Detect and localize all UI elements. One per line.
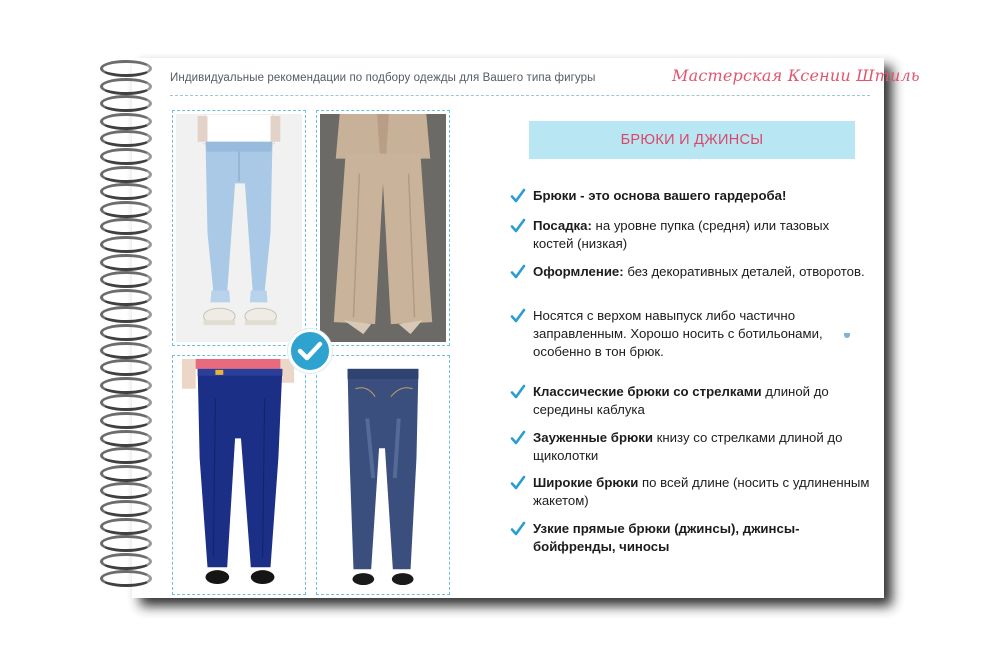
binding-ring — [100, 359, 152, 376]
binding-ring — [100, 342, 152, 359]
recommendation-rest-text: на уровне пупка (средня) или тазовых костей (низкая) — [533, 218, 830, 251]
binding-ring — [100, 289, 152, 306]
header-subtitle: Индивидуальные рекомендации по подбору одежды для Вашего типа фигуры — [170, 72, 596, 84]
binding-ring — [100, 306, 152, 323]
binding-ring — [100, 430, 152, 447]
checkmark-icon — [510, 263, 533, 285]
recommendation-text — [533, 187, 786, 209]
header-divider — [170, 95, 870, 96]
binding-ring — [100, 78, 152, 95]
recommendation-item — [510, 263, 870, 285]
recommendation-bold-text: Посадка: — [533, 218, 592, 233]
recommendation-bold-text: Зауженные брюки — [533, 430, 653, 445]
recommendation-rest-text: книзу со стрелками длиной до щиколотки — [533, 430, 843, 463]
binding-ring — [100, 95, 152, 112]
binding-ring — [100, 447, 152, 464]
binding-ring — [100, 518, 152, 535]
dark-jeans-illustration — [320, 359, 446, 591]
recommendation-bold-text: Широкие брюки — [533, 475, 639, 490]
recommendation-bold-text: Оформление: — [533, 264, 624, 279]
beige-wide-trousers-photo — [316, 110, 450, 346]
binding-ring — [100, 465, 152, 482]
binding-ring — [100, 254, 152, 271]
binding-ring — [100, 271, 152, 288]
recommendation-text — [533, 383, 870, 419]
binding-ring — [100, 130, 152, 147]
binding-ring — [100, 201, 152, 218]
navy-trousers-illustration — [176, 359, 302, 591]
recommendation-text — [533, 263, 865, 285]
binding-ring — [100, 183, 152, 200]
recommendation-item — [510, 429, 870, 465]
binding-ring — [100, 535, 152, 552]
beige-trousers-illustration — [320, 114, 446, 342]
recommendation-rest-text: Носятся с верхом навыпуск либо частично заправленным. Хорошо носить с ботильонами, особенно в тон брюк. — [533, 308, 823, 359]
recommendation-rest-text: без декоративных деталей, отворотов. — [623, 264, 865, 279]
checkmark-icon — [510, 474, 533, 510]
recommendation-bold-text: Узкие прямые брюки (джинсы), джинсы-бойфренды, чиносы — [533, 521, 800, 554]
light-jeans-illustration — [176, 114, 302, 342]
spiral-binding — [100, 60, 160, 595]
binding-ring — [100, 148, 152, 165]
binding-ring — [100, 412, 152, 429]
brand-logo-text: Мастерская Ксении Штиль — [672, 66, 920, 85]
checkmark-icon — [510, 429, 533, 465]
binding-ring — [100, 482, 152, 499]
checkmark-icon — [510, 307, 533, 361]
binding-ring — [100, 553, 152, 570]
recommendation-bold-text: Брюки - это основа вашего гардероба! — [533, 188, 787, 203]
dark-jeans-photo — [316, 355, 450, 595]
light-jeans-photo — [172, 110, 306, 346]
recommendation-item — [510, 217, 870, 253]
recommendation-bold-text: Классические брюки со стрелками — [533, 384, 762, 399]
binding-ring — [100, 324, 152, 341]
binding-ring — [100, 218, 152, 235]
recommendation-item — [510, 307, 870, 361]
checkmark-badge-icon — [288, 329, 332, 373]
recommendation-text — [533, 474, 870, 510]
binding-ring — [100, 570, 152, 587]
recommendation-item — [510, 474, 870, 510]
binding-ring — [100, 166, 152, 183]
recommendation-rest-text: по всей длине (носить с удлиненным жакетом) — [533, 475, 870, 508]
checkmark-icon — [510, 520, 533, 556]
binding-ring — [100, 113, 152, 130]
recommendation-rest-text: длиной до середины каблука — [533, 384, 829, 417]
recommendation-text — [533, 217, 870, 253]
binding-ring — [100, 394, 152, 411]
checkmark-icon — [510, 383, 533, 419]
recommendation-item — [510, 187, 870, 209]
recommendation-item — [510, 383, 870, 419]
recommendation-text — [533, 429, 870, 465]
recommendation-text — [533, 520, 870, 556]
section-title: БРЮКИ И ДЖИНСЫ — [529, 121, 855, 159]
binding-ring — [100, 500, 152, 517]
checkmark-icon — [510, 217, 533, 253]
checkmark-icon — [510, 187, 533, 209]
binding-ring — [100, 60, 152, 77]
binding-ring — [100, 236, 152, 253]
recommendation-item — [510, 520, 870, 556]
navy-trousers-photo — [172, 355, 306, 595]
binding-ring — [100, 377, 152, 394]
recommendation-text — [533, 307, 870, 361]
